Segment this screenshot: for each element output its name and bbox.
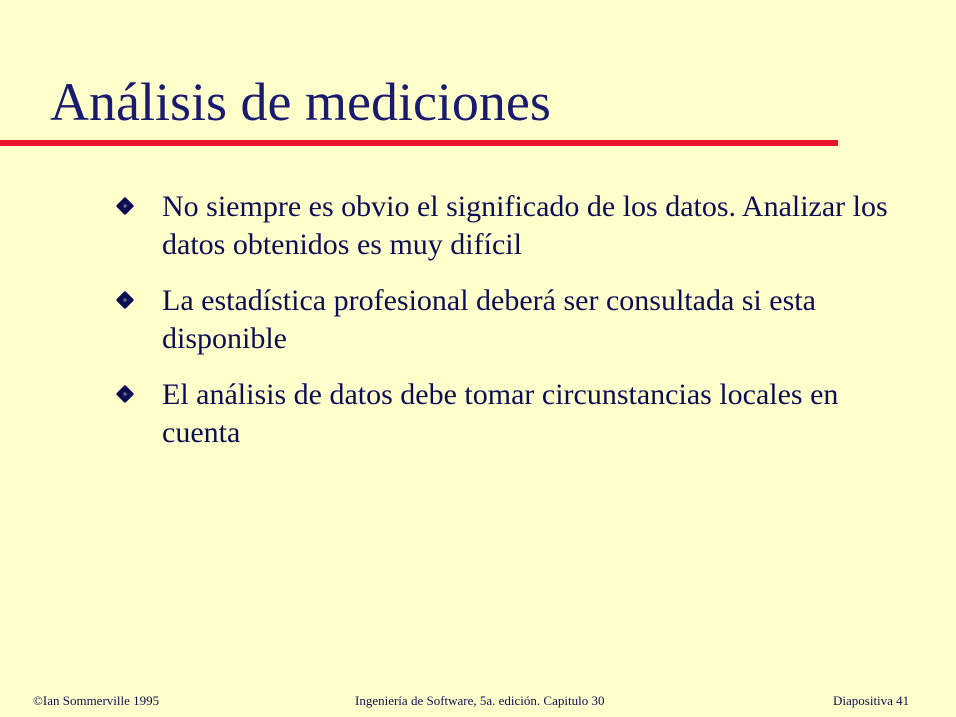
- bullet-text: La estadística profesional deberá ser consultada si esta disponible: [162, 284, 816, 355]
- bullet-list: [117, 188, 917, 470]
- footer-slide-number: Diapositiva 41: [833, 693, 910, 708]
- footer-book-title: Ingeniería de Software, 5a. edición. Capitulo 30: [355, 693, 605, 708]
- bullet-item: [117, 282, 917, 358]
- diamond-bullet-icon: [116, 291, 135, 310]
- bullet-item: [117, 376, 917, 452]
- slide-title: Análisis de mediciones: [50, 72, 551, 132]
- bullet-item: [117, 188, 917, 264]
- footer-copyright: ©Ian Sommerville 1995: [33, 693, 160, 708]
- bullet-text: El análisis de datos debe tomar circunstancias locales en cuenta: [162, 378, 839, 449]
- title-underline-rule: [0, 140, 838, 146]
- diamond-bullet-icon: [116, 197, 135, 216]
- bullet-text: No siempre es obvio el significado de los datos. Analizar los datos obtenidos es muy difícil: [162, 190, 888, 261]
- diamond-bullet-icon: [116, 385, 135, 404]
